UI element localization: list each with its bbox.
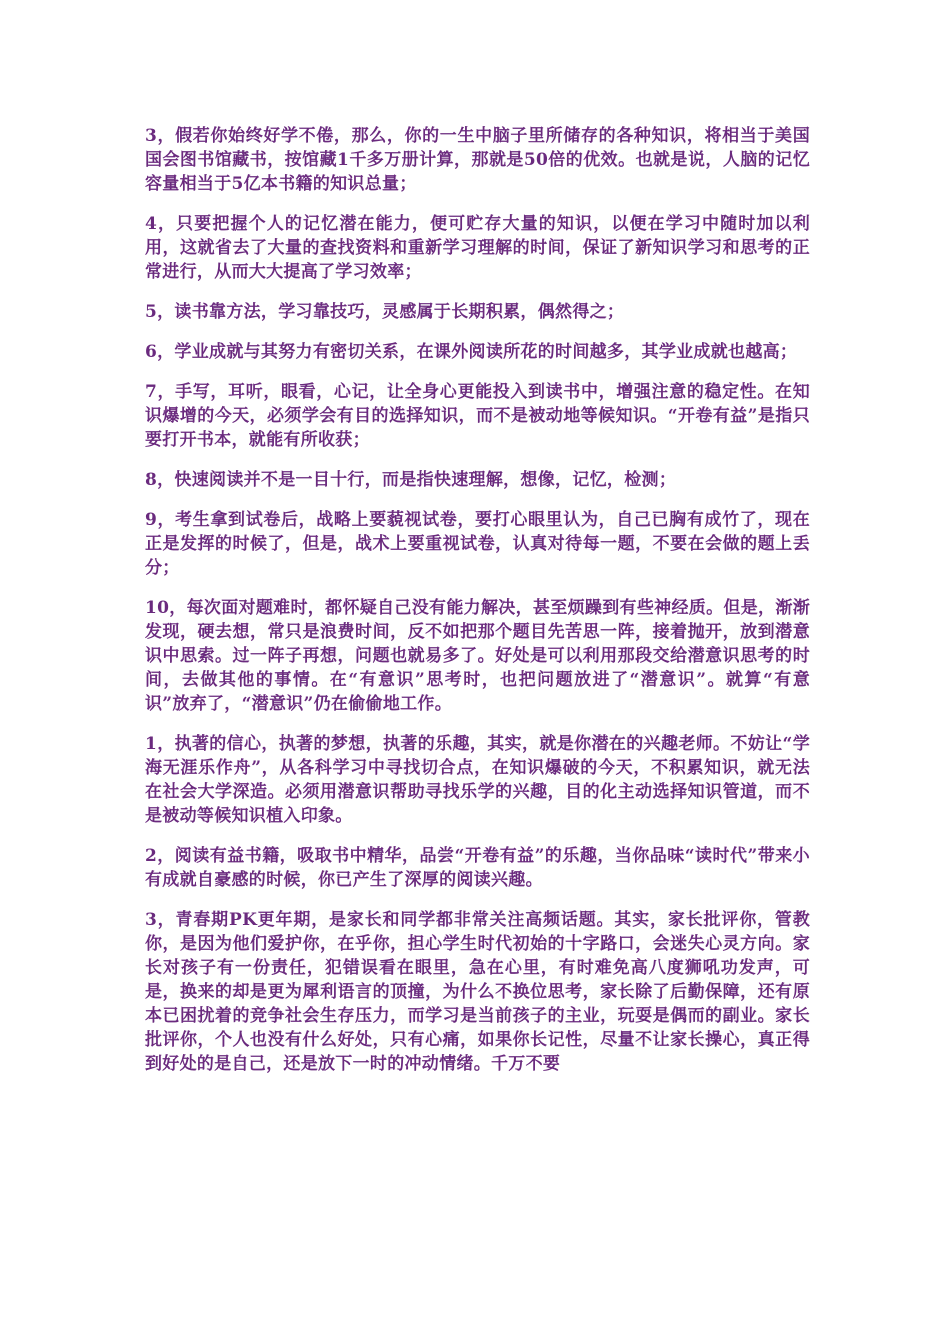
paragraph-tip-3b: 3，青春期PK更年期，是家长和同学都非常关注高频话题。其实，家长批评你，管教你，是因为他们爱护你，在乎你，担心学生时代初始的十字路口，会迷失心灵方向。家长对孩子有一份责任，犯错误看在眼里，急在心里，有时难免高八度狮吼功发声，可是，换来的却是更为犀利语言的顶撞，为什么不换位思考，家长除了后勤保障，还有原本已困扰着的竞争社会生存压力，而学习是当前孩子的主业，玩耍是偶而的副业。家长批评你，个人也没有什么好处，只有心痛，如果你长记性，尽量不让家长操心，真正得到好处的是自己，还是放下一时的冲动情绪。千万不要 [145, 910, 810, 1074]
paragraph-tip-4: 4，只要把握个人的记忆潜在能力，便可贮存大量的知识，以便在学习中随时加以利用，这就省去了大量的查找资料和重新学习理解的时间，保证了新知识学习和思考的正常进行，从而大大提高了学习效率； [145, 214, 810, 282]
paragraph-tip-7: 7，手写，耳听，眼看，心记，让全身心更能投入到读书中，增强注意的稳定性。在知识爆增的今天，必须学会有目的选择知识，而不是被动地等候知识。“开卷有益”是指只要打开书本，就能有所收获； [145, 382, 810, 450]
paragraph-tip-3a: 3，假若你始终好学不倦，那么，你的一生中脑子里所储存的各种知识，将相当于美国国会图书馆藏书，按馆藏1千多万册计算，那就是50倍的优效。也就是说，人脑的记忆容量相当于5亿本书籍的知识总量； [145, 126, 810, 194]
paragraph-tip-5: 5，读书靠方法，学习靠技巧，灵感属于长期积累，偶然得之； [145, 302, 625, 322]
paragraph-tip-10: 10，每次面对题难时，都怀疑自己没有能力解决，甚至烦躁到有些神经质。但是，渐渐发现，硬去想，常只是浪费时间，反不如把那个题目先苦思一阵，接着抛开，放到潜意识中思索。过一阵子再想，问题也就易多了。好处是可以利用那段交给潜意识思考的时间，去做其他的事情。在“有意识”思考时，也把问题放进了“潜意识”。就算“有意识”放弃了，“潜意识”仍在偷偷地工作。 [145, 598, 810, 714]
paragraph-tip-8: 8，快速阅读并不是一目十行，而是指快速理解，想像，记忆，检测； [145, 470, 677, 490]
paragraph-tip-9: 9，考生拿到试卷后，战略上要藐视试卷，要打心眼里认为，自己已胸有成竹了，现在正是发挥的时候了，但是，战术上要重视试卷，认真对待每一题，不要在会做的题上丢分； [145, 510, 810, 578]
paragraph-tip-2: 2，阅读有益书籍，吸取书中精华，品尝“开卷有益”的乐趣，当你品味“读时代”带来小有成就自豪感的时候，你已产生了深厚的阅读兴趣。 [145, 846, 810, 890]
paragraph-tip-6: 6，学业成就与其努力有密切关系，在课外阅读所花的时间越多，其学业成就也越高； [145, 342, 798, 362]
document-page [145, 124, 810, 1092]
paragraph-tip-1: 1，执著的信心，执著的梦想，执著的乐趣，其实，就是你潜在的兴趣老师。不妨让“学海无涯乐作舟”，从各科学习中寻找切合点，在知识爆破的今天，不积累知识，就无法在社会大学深造。必须用潜意识帮助寻找乐学的兴趣，目的化主动选择知识管道，而不是被动等候知识植入印象。 [145, 734, 810, 826]
